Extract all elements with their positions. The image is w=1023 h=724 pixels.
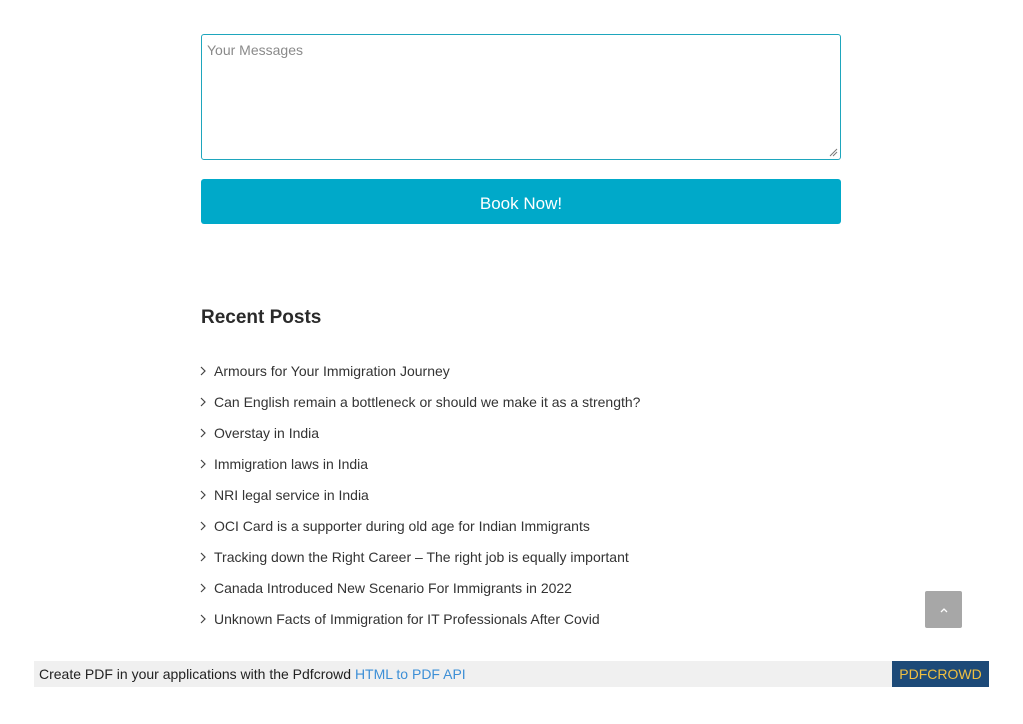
recent-post-item[interactable] <box>200 448 640 479</box>
recent-posts-list <box>200 355 640 634</box>
recent-post-link[interactable]: Armours for Your Immigration Journey <box>214 362 450 379</box>
recent-post-item[interactable] <box>200 572 640 603</box>
chevron-right-icon <box>200 583 214 593</box>
chevron-right-icon <box>200 366 214 376</box>
html-to-pdf-api-link[interactable]: HTML to PDF API <box>354 666 466 682</box>
resize-grip-icon[interactable] <box>829 148 838 157</box>
recent-post-item[interactable] <box>200 479 640 510</box>
recent-post-item[interactable] <box>200 417 640 448</box>
scroll-to-top-button[interactable] <box>925 591 962 628</box>
chevron-up-icon <box>940 607 948 613</box>
footer-text: Create PDF in your applications with the Pdfcrowd <box>39 666 355 682</box>
chevron-right-icon <box>200 428 214 438</box>
recent-posts-title: Recent Posts <box>201 307 322 328</box>
chevron-right-icon <box>200 490 214 500</box>
pdfcrowd-badge[interactable]: PDFCROWD <box>892 661 989 687</box>
recent-post-link[interactable]: NRI legal service in India <box>214 486 369 503</box>
chevron-right-icon <box>200 521 214 531</box>
recent-post-link[interactable]: Tracking down the Right Career – The right job is equally important <box>214 548 629 565</box>
recent-post-link[interactable]: Immigration laws in India <box>214 455 369 472</box>
recent-post-item[interactable] <box>200 386 640 417</box>
chevron-right-icon <box>200 397 214 407</box>
chevron-right-icon <box>200 552 214 562</box>
recent-post-link[interactable]: Unknown Facts of Immigration for IT Professionals After Covid <box>214 610 600 627</box>
chevron-right-icon <box>200 614 214 624</box>
book-now-button[interactable]: Book Now! <box>201 179 841 224</box>
recent-post-link[interactable]: Canada Introduced New Scenario For Immigrants in 2022 <box>214 579 572 596</box>
recent-post-item[interactable] <box>200 603 640 634</box>
footer-text-line <box>39 666 466 682</box>
chevron-right-icon <box>200 459 214 469</box>
recent-post-item[interactable] <box>200 510 640 541</box>
message-textarea[interactable] <box>201 34 841 160</box>
recent-post-link[interactable]: Overstay in India <box>214 424 320 441</box>
message-placeholder: Your Messages <box>207 42 303 58</box>
recent-post-link[interactable]: Can English remain a bottleneck or should we make it as a strength? <box>214 393 641 410</box>
recent-post-item[interactable] <box>200 355 640 386</box>
recent-post-item[interactable] <box>200 541 640 572</box>
recent-post-link[interactable]: OCI Card is a supporter during old age for Indian Immigrants <box>214 517 590 534</box>
pdfcrowd-footer <box>34 661 989 687</box>
